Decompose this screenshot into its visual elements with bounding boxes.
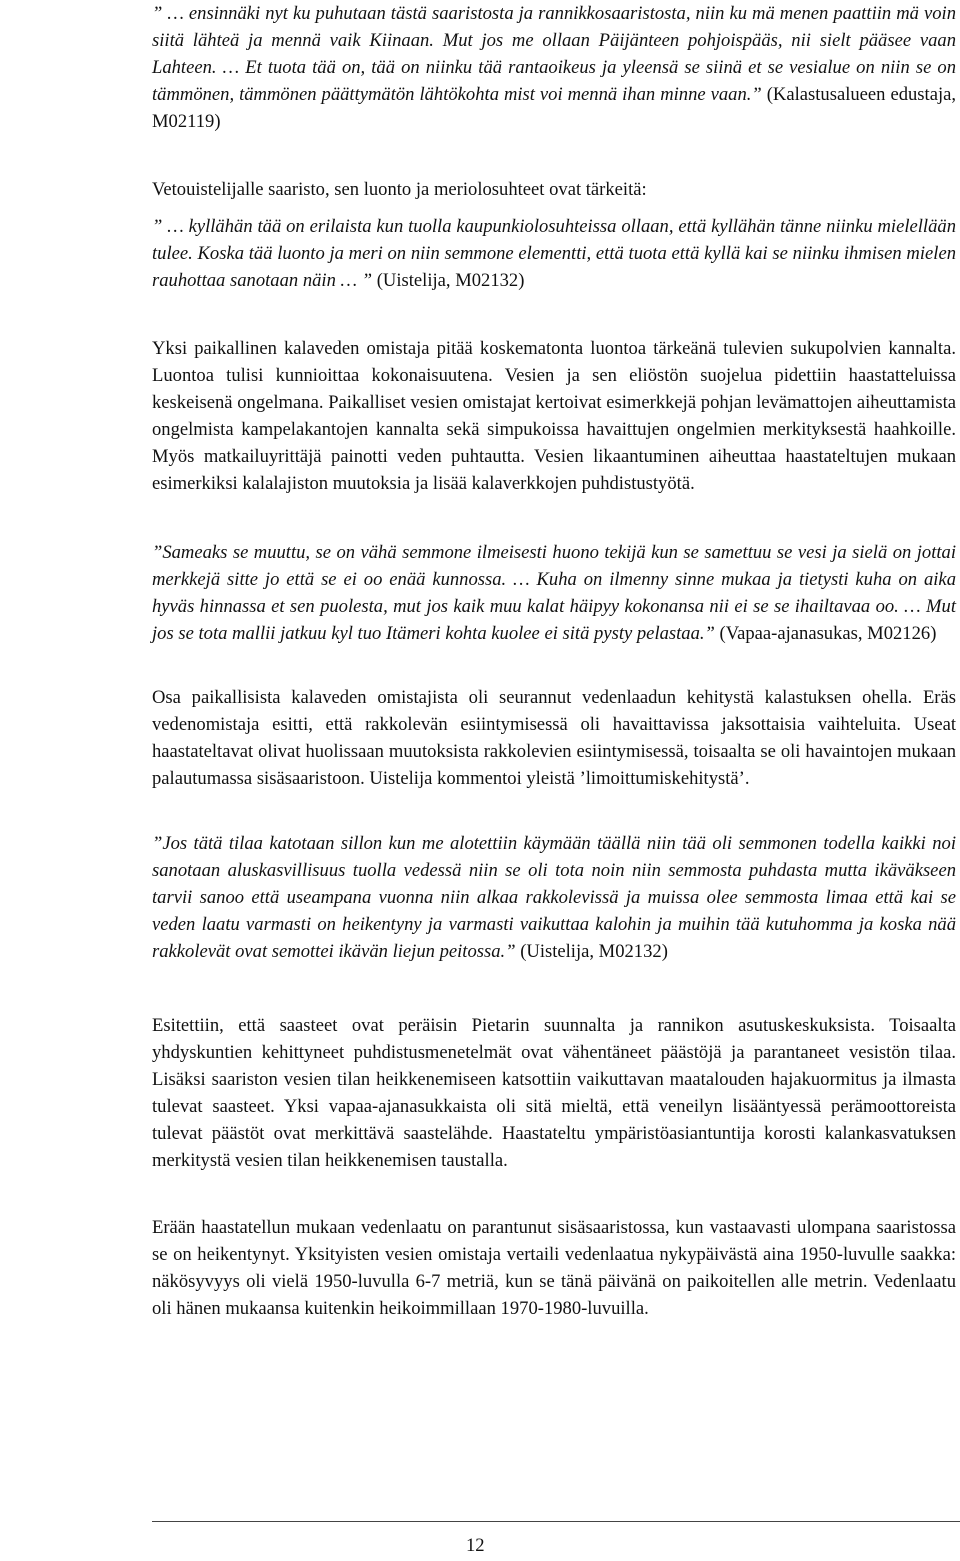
quote-paragraph — [152, 213, 956, 294]
footer-divider — [152, 1521, 960, 1522]
body-paragraph: Esitettiin, että saasteet ovat peräisin Pietarin suunnalta ja rannikon asutuskeskuksista. Toisaalta yhdyskuntien kehittyneet puhdistusmenetelmät ovat vähentäneet päästöjä ja parantaneet vesistön tilaa. Lisäksi saariston vesien tilan heikkenemiseen katsottiin vaikuttavan maatalouden hajakuormitus ja ilmasta tulevat saasteet. Yksi vapaa-ajanasukkaista oli sitä mieltä, että veneilyn lisääntyessä perämoottoreista tulevat päästöt ovat merkittävä saastelähde. Haastateltu ympäristöasiantuntija korosti kalankasvatuksen merkitystä vesien tilan heikkenemisen taustalla. — [152, 1015, 956, 1171]
interview-quote: ”Jos tätä tilaa katotaan sillon kun me alotettiin käymään täällä niin tää oli semmonen todella kaikki noi sanotaan aluskasvillisuus tuolla vedessä niin se oli tota noin niin semmosta puhdasta mutta ikäväkseen tarvii sanoo että useampana vuonna niin alkaa rakkolevissä ja muissa olee semmosta limaa että kai se veden laatu varmasti on heikentyny ja varmasti vaikuttaa kalohin ja muihin tää kutuhomma ja koska nää rakkolevät ovat semottei ikävän liejun peitossa.” — [152, 833, 956, 962]
interview-quote: ” … ensinnäki nyt ku puhutaan tästä saaristosta ja rannikkosaaristosta, niin ku mä menen paattiin mä voin siitä lähteä ja mennä vaik Kiinaan. Mut jos me ollaan Päijänteen pohjoispääs, nii sielt pääsee vaan Lahteen. … Et tuota tää on, tää on niinku tää rantaoikeus ja yleensä se siinä et se vesialue on niin se on tämmönen, tämmönen päättymätön lähtökohta mist voi mennä ihan minne vaan.” — [152, 3, 956, 105]
quote-citation: (Kalastusalueen edustaja, M02119) — [152, 84, 957, 132]
page-number: 12 — [466, 1535, 485, 1556]
body-paragraph: Yksi paikallinen kalaveden omistaja pitää koskematonta luontoa tärkeänä tulevien sukupolvien kannalta. Luontoa tulisi kunnioittaa kokonaisuutena. Vesien ja sen eliöstön suojelua pidettiin haastatteluissa keskeisenä ongelmana. Paikalliset vesien omistajat kertoivat esimerkkejä pohjan levämattojen aiheuttamista ongelmista kampelakantojen kannalta sekä simpukoissa havaittujen ongelmien merkityksestä haahkoille. Myös matkailuyrittäjä painotti veden puhtautta. Vesien likaantuminen aiheuttaa haastateltujen mukaan esimerkiksi kalalajiston muutoksia ja lisää kalaverkkojen puhdistustyötä. — [152, 338, 956, 494]
interview-quote: ” … kyllähän tää on erilaista kun tuolla kaupunkiolosuhteissa ollaan, että kyllähän tänne niinku mielellään tulee. Koska tää luonto ja meri on niin semmone elementti, että tuota että kyllä kai se niinku ihmisen mielen rauhottaa sanotaan näin … ” — [152, 216, 956, 291]
interview-quote: ”Sameaks se muuttu, se on vähä semmone ilmeisesti huono tekijä kun se samettuu se vesi ja sielä on jottai merkkejä sitte jo että se ei oo enää kunnossa. … Kuha on ilmenny sinne mukaa ja tietysti kuha on aika hyväs hinnassa et sen puolesta, mut jos kaik muu kalat häipyy kokonansa nii ei se se ihailtavaa oo. … Mut jos se tota mallii jatkuu kyl tuo Itämeri kohta kuolee ei sitä pysty pelastaa.” — [152, 542, 956, 644]
quote-paragraph — [152, 830, 956, 965]
body-paragraph: Vetouistelijalle saaristo, sen luonto ja meriolosuhteet ovat tärkeitä: — [152, 179, 647, 200]
quote-citation: (Uistelija, M02132) — [372, 270, 525, 291]
quote-paragraph — [152, 0, 956, 135]
body-paragraph: Erään haastatellun mukaan vedenlaatu on parantunut sisäsaaristossa, kun vastaavasti ulompana saaristossa se on heikentynyt. Yksityisten vesien omistaja vertaili vedenlaatua nykypäivästä aina 1950-luvulle saakka: näkösyvyys oli vielä 1950-luvulla 6-7 metriä, kun se tänä päivänä on paikoitellen alle metrin. Vedenlaatu oli hänen mukaansa kuitenkin heikoimmillaan 1970-1980-luvuilla. — [152, 1217, 956, 1319]
quote-citation: (Vapaa-ajanasukas, M02126) — [714, 623, 937, 644]
quote-citation: (Uistelija, M02132) — [515, 941, 668, 962]
quote-paragraph — [152, 539, 956, 647]
body-paragraph: Osa paikallisista kalaveden omistajista oli seurannut vedenlaadun kehitystä kalastuksen ohella. Eräs vedenomistaja esitti, että rakkolevän esiintymisessä oli havaittavissa jaksottaisia vaihteluita. Useat haastateltavat olivat huolissaan muutoksista rakkolevien esiintymisessä, toisaalta se oli havaintojen mukaan palautumassa sisäsaaristoon. Uistelija kommentoi yleistä ’limoittumiskehitystä’. — [152, 687, 956, 789]
